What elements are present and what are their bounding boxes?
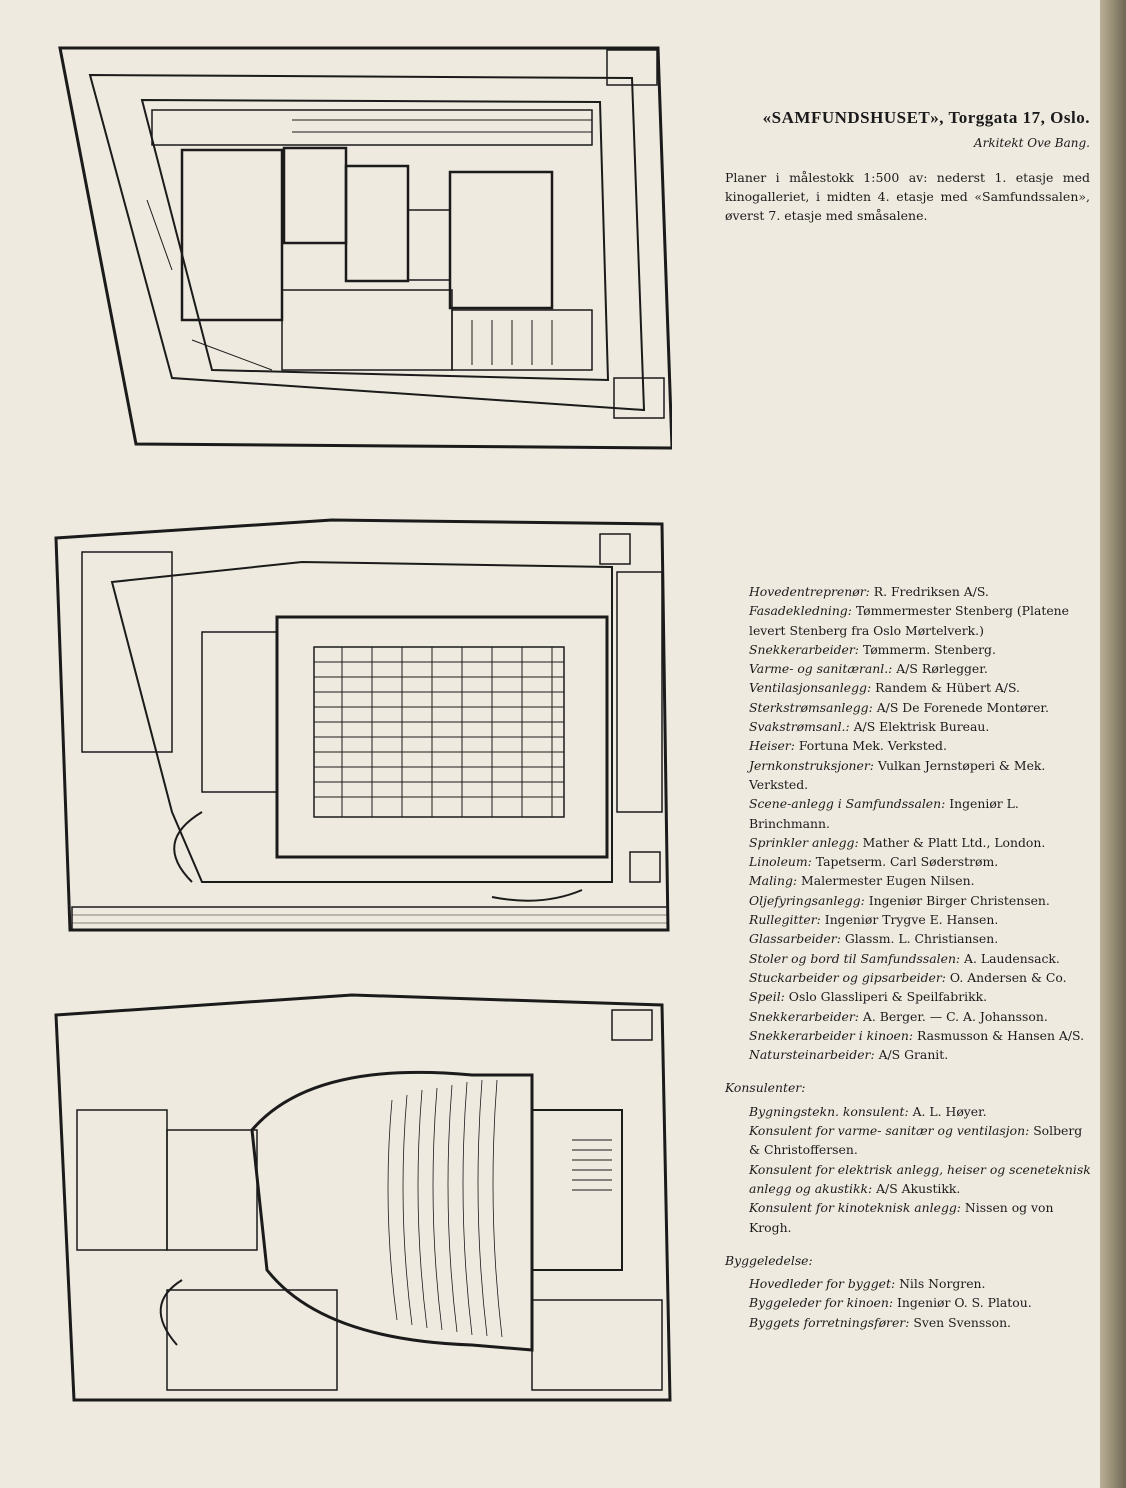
contractor-name: Tapetserm. Carl Søderstrøm. bbox=[811, 854, 999, 870]
consultant-name: A. L. Høyer. bbox=[908, 1103, 987, 1119]
contractor-role: Rullegitter: bbox=[749, 912, 821, 928]
contractor-role: Stoler og bord til Samfundssalen: bbox=[749, 950, 961, 966]
contractor-row bbox=[725, 1045, 1095, 1064]
contractor-name: Ingeniør Trygve E. Hansen. bbox=[820, 912, 999, 928]
contractor-row bbox=[725, 736, 1095, 755]
contractor-row bbox=[725, 910, 1095, 929]
consultants-heading: Konsulenter: bbox=[725, 1080, 806, 1096]
contractor-name: A/S Granit. bbox=[874, 1047, 949, 1063]
contractor-name: Ingeniør Birger Christensen. bbox=[864, 892, 1050, 908]
contractor-role: Snekkerarbeider i kinoen: bbox=[749, 1027, 914, 1043]
contractor-name: Malermester Eugen Nilsen. bbox=[797, 873, 975, 889]
contractor-role: Svakstrømsanl.: bbox=[749, 719, 850, 735]
management-row bbox=[725, 1274, 1095, 1293]
consultant-row bbox=[725, 1121, 1095, 1160]
contractor-role: Maling: bbox=[749, 873, 798, 889]
management-name: Sven Svensson. bbox=[909, 1314, 1011, 1330]
contractor-name: O. Andersen & Co. bbox=[945, 969, 1067, 985]
contractor-row bbox=[725, 1007, 1095, 1026]
contractor-row bbox=[725, 949, 1095, 968]
contractor-row bbox=[725, 756, 1095, 795]
contractor-role: Oljefyringsanlegg: bbox=[749, 892, 865, 908]
contractor-row bbox=[725, 987, 1095, 1006]
contractor-role: Linoleum: bbox=[749, 854, 812, 870]
floor-plan-4th-floor bbox=[52, 512, 672, 934]
contractor-row bbox=[725, 871, 1095, 890]
contractor-row bbox=[725, 891, 1095, 910]
contractor-row bbox=[725, 717, 1095, 736]
contractor-name: Randem & Hübert A/S. bbox=[871, 680, 1020, 696]
floor-plan-7th-floor bbox=[52, 40, 672, 455]
contractor-name: Tømmerm. Stenberg. bbox=[858, 641, 996, 657]
contractor-row bbox=[725, 929, 1095, 948]
contractor-row bbox=[725, 833, 1095, 852]
contractor-role: Ventilasjonsanlegg: bbox=[749, 680, 872, 696]
consultant-row bbox=[725, 1198, 1095, 1237]
contractor-row bbox=[725, 794, 1095, 833]
contractor-role: Sterkstrømsanlegg: bbox=[749, 699, 873, 715]
management-name: Nils Norgren. bbox=[895, 1276, 986, 1292]
page-title: «SAMFUNDSHUSET», Torggata 17, Oslo. bbox=[762, 108, 1090, 127]
contractor-role: Natursteinarbeider: bbox=[749, 1047, 875, 1063]
contractor-role: Speil: bbox=[749, 989, 785, 1005]
floor-plan-1st-floor bbox=[52, 990, 672, 1405]
consultant-name: Nissen og von Krogh. bbox=[749, 1200, 1054, 1235]
contractor-role: Sprinkler anlegg: bbox=[749, 834, 859, 850]
contractor-row bbox=[725, 698, 1095, 717]
contractor-name: Tømmermester Stenberg (Platene levert Stenberg fra Oslo Mørtelverk.) bbox=[749, 603, 1069, 638]
contractor-name: R. Fredriksen A/S. bbox=[869, 584, 989, 599]
contractor-role: Snekkerarbeider: bbox=[749, 1008, 859, 1024]
consultant-role: Konsulent for elektrisk anlegg, heiser og sceneteknisk anlegg og akustikk: bbox=[749, 1161, 1091, 1196]
management-name: Ingeniør O. S. Platou. bbox=[893, 1295, 1032, 1311]
contractor-name: Ingeniør L. Brinchmann. bbox=[749, 796, 1019, 831]
consultant-name: A/S Akustikk. bbox=[872, 1180, 961, 1196]
contractor-role: Snekkerarbeider: bbox=[749, 641, 859, 657]
contractor-name: Mather & Platt Ltd., London. bbox=[858, 834, 1046, 850]
management-role: Byggeleder for kinoen: bbox=[749, 1295, 894, 1311]
contractor-name: Glassm. L. Christiansen. bbox=[840, 931, 999, 947]
management-role: Byggets forretningsfører: bbox=[749, 1314, 910, 1330]
management-role: Hovedleder for bygget: bbox=[749, 1276, 896, 1292]
consultant-name: Solberg & Christoffersen. bbox=[749, 1123, 1083, 1158]
contractor-name: A/S Rørlegger. bbox=[892, 661, 988, 677]
contractor-role: Heiser: bbox=[749, 738, 795, 754]
contractor-name: A/S De Forenede Montører. bbox=[872, 699, 1049, 715]
consultant-row bbox=[725, 1160, 1095, 1199]
contractor-role: Fasadekledning: bbox=[749, 603, 852, 619]
contractor-row bbox=[725, 968, 1095, 987]
contractor-role: Hovedentreprenør: bbox=[749, 584, 870, 599]
contractor-name: A. Berger. — C. A. Johansson. bbox=[858, 1008, 1048, 1024]
page-gutter bbox=[1100, 0, 1126, 1488]
consultant-role: Bygningstekn. konsulent: bbox=[749, 1103, 909, 1119]
contractor-row bbox=[725, 601, 1095, 640]
contractor-role: Scene-anlegg i Samfundssalen: bbox=[749, 796, 946, 812]
credits-list bbox=[725, 582, 1095, 1332]
consultant-role: Konsulent for varme- sanitær og ventilasjon: bbox=[749, 1123, 1030, 1139]
contractor-name: Vulkan Jernstøperi & Mek. Verksted. bbox=[749, 757, 1046, 792]
contractor-name: Rasmusson & Hansen A/S. bbox=[913, 1027, 1085, 1043]
management-row bbox=[725, 1293, 1095, 1312]
contractor-role: Varme- og sanitæranl.: bbox=[749, 661, 893, 677]
contractor-row bbox=[725, 852, 1095, 871]
contractor-row bbox=[725, 640, 1095, 659]
consultant-row bbox=[725, 1102, 1095, 1121]
contractor-role: Jernkonstruksjoner: bbox=[749, 757, 874, 773]
contractor-role: Stuckarbeider og gipsarbeider: bbox=[749, 969, 946, 985]
contractor-row bbox=[725, 678, 1095, 697]
architect-credit: Arkitekt Ove Bang. bbox=[973, 136, 1090, 150]
contractor-name: Oslo Glassliperi & Speilfabrikk. bbox=[784, 989, 988, 1005]
contractor-name: A. Laudensack. bbox=[960, 950, 1060, 966]
contractor-row bbox=[725, 582, 1095, 601]
scale-description: Planer i målestokk 1:500 av: nederst 1. etasje med kinogalleriet, i midten 4. etasje med «Samfundssalen», øverst 7. etasje med småsalene. bbox=[725, 170, 1090, 223]
contractor-name: A/S Elektrisk Bureau. bbox=[849, 719, 990, 735]
contractor-row bbox=[725, 659, 1095, 678]
management-row bbox=[725, 1313, 1095, 1332]
consultant-role: Konsulent for kinoteknisk anlegg: bbox=[749, 1200, 961, 1216]
contractor-row bbox=[725, 1026, 1095, 1045]
caption-block bbox=[725, 108, 1090, 225]
management-heading: Byggeledelse: bbox=[725, 1252, 813, 1268]
contractor-name: Fortuna Mek. Verksted. bbox=[794, 738, 947, 754]
contractor-role: Glassarbeider: bbox=[749, 931, 841, 947]
